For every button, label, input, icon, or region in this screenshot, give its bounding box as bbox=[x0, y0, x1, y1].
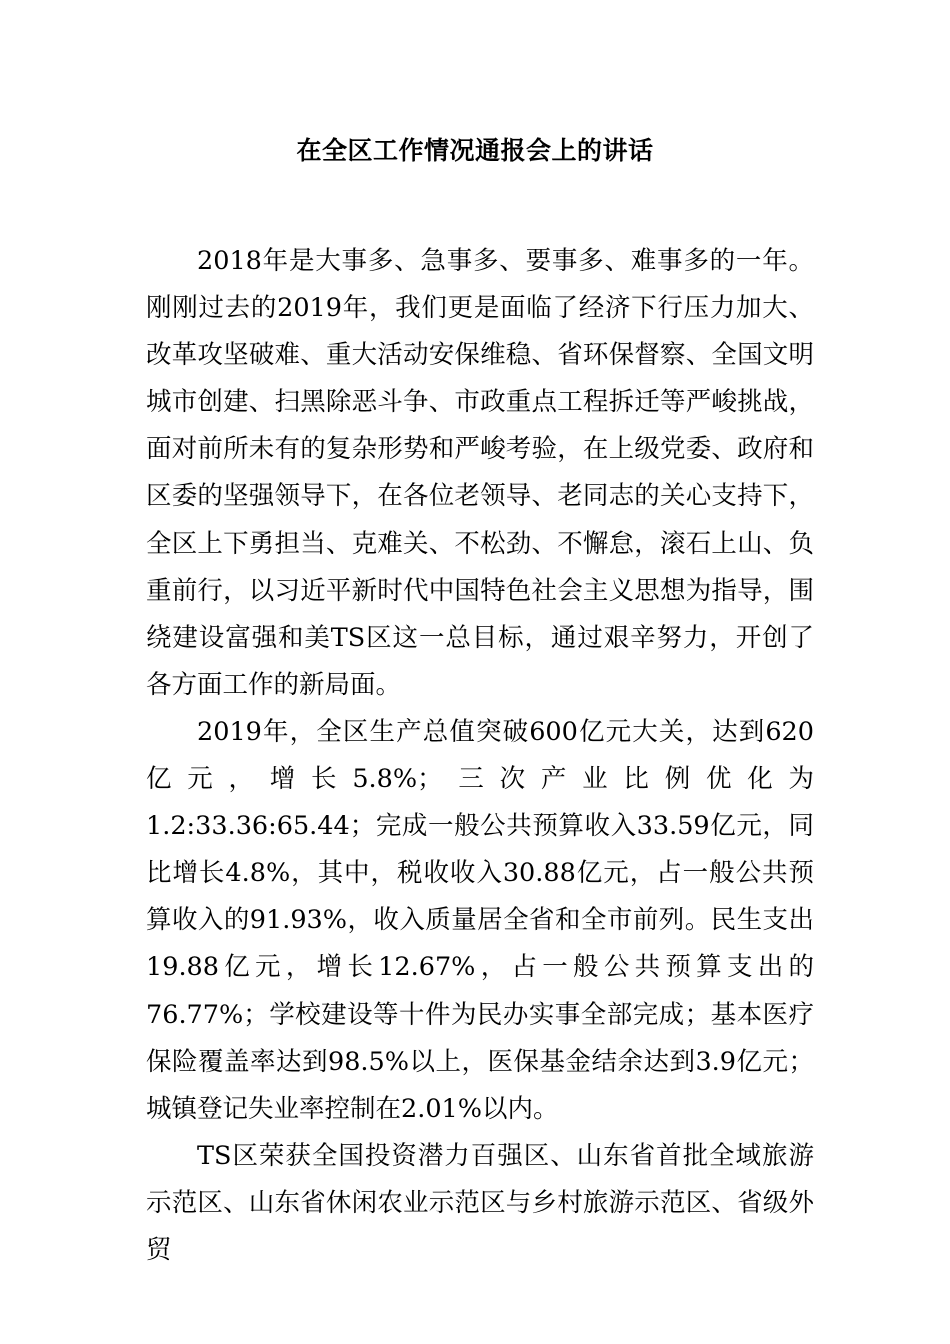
paragraph-3: TS区荣获全国投资潜力百强区、山东省首批全域旅游示范区、山东省休闲农业示范区与乡村旅游示范区、省级外贸 bbox=[146, 1140, 814, 1265]
document-title: 在全区工作情况通报会上的讲话 bbox=[296, 136, 654, 165]
paragraph-2: 2019年，全区生产总值突破600亿元大关，达到620亿元，增长5.8%；三次产业比例优化为1.2:33.36:65.44；完成一般公共预算收入33.59亿元，同比增长4.8%，其中，税收收入30.88亿元，占一般公共预算收入的91.93%，收入质量居全省和全市前列。民生支出19.88亿元，增长12.67%，占一般公共预算支出的76.77%；学校建设等十件为民办实事全部完成；基本医疗保险覆盖率达到98.5%以上，医保基金结余达到3.9亿元；城镇登记失业率控制在2.01%以内。 bbox=[146, 716, 814, 1124]
document-body bbox=[146, 238, 814, 1274]
paragraph-1: 2018年是大事多、急事多、要事多、难事多的一年。刚刚过去的2019年，我们更是面临了经济下行压力加大、改革攻坚破难、重大活动安保维稳、省环保督察、全国文明城市创建、扫黑除恶斗争、市政重点工程拆迁等严峻挑战，面对前所未有的复杂形势和严峻考验，在上级党委、政府和区委的坚强领导下，在各位老领导、老同志的关心支持下，全区上下勇担当、克难关、不松劲、不懈怠，滚石上山、负重前行，以习近平新时代中国特色社会主义思想为指导，围绕建设富强和美TS区这一总目标，通过艰辛努力，开创了各方面工作的新局面。 bbox=[146, 246, 814, 700]
